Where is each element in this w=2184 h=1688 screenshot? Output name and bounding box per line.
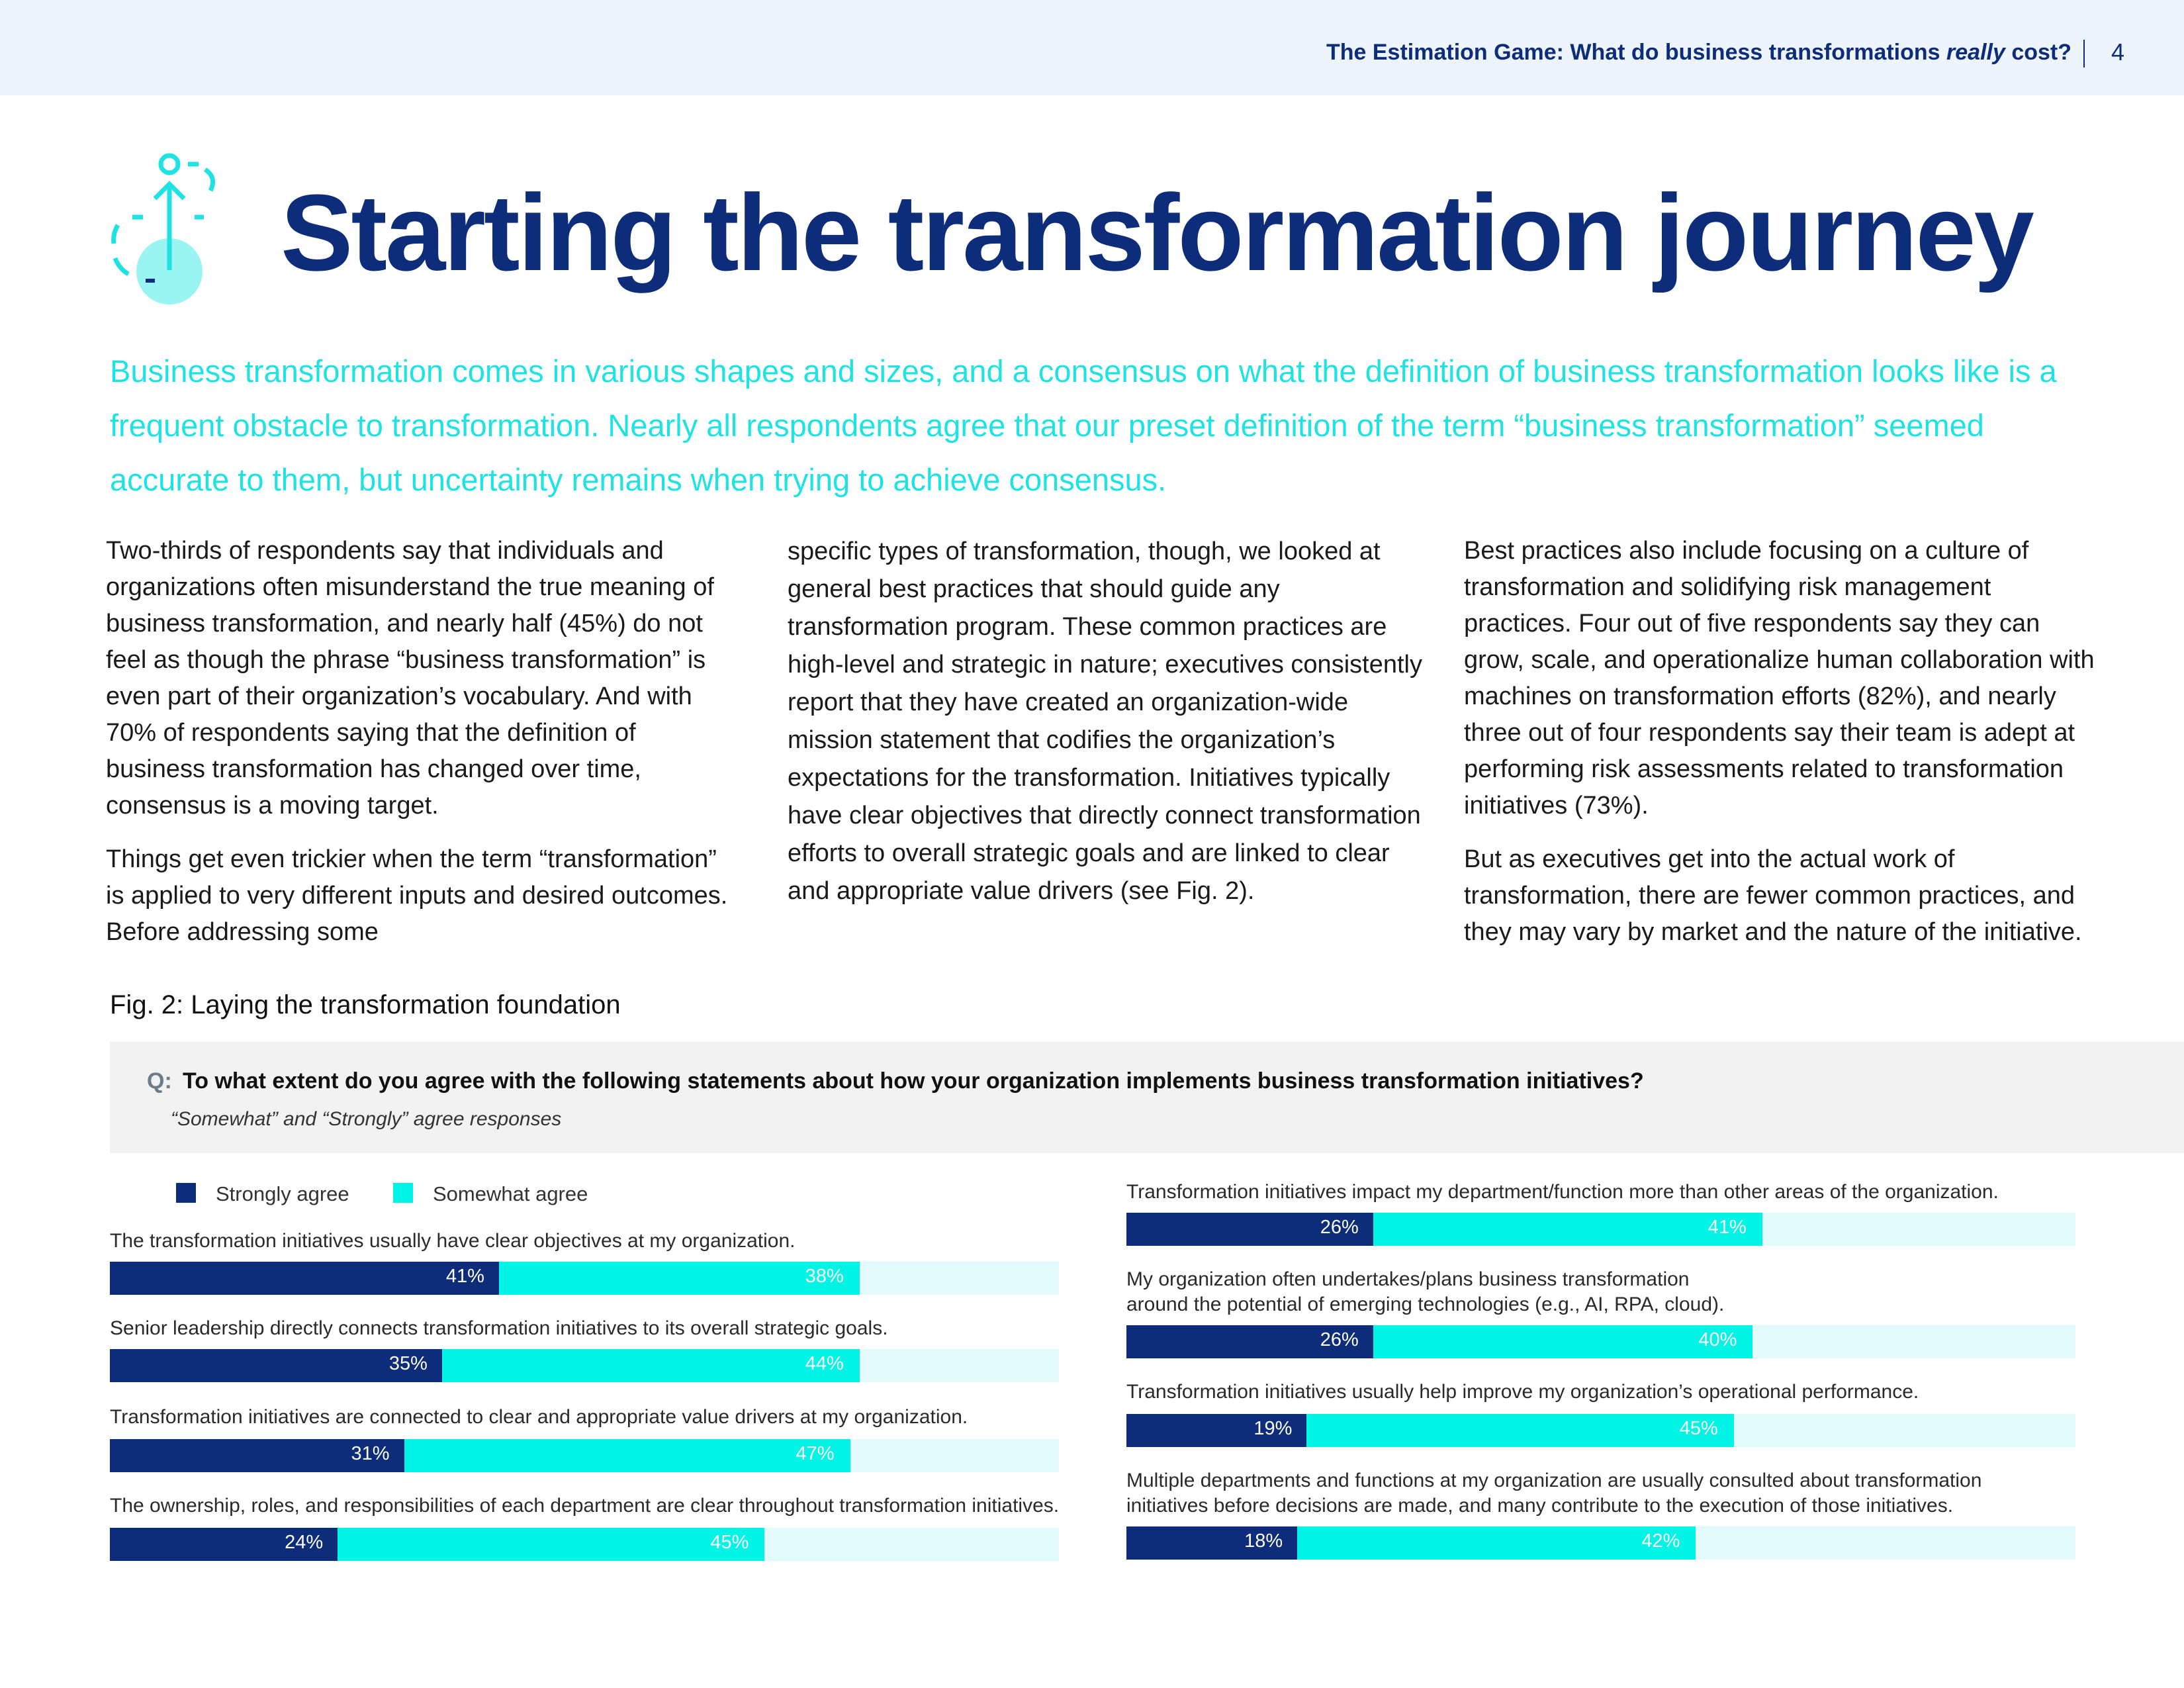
bar-value-label: 40% bbox=[1698, 1329, 1737, 1350]
question-label: Q: bbox=[147, 1068, 172, 1094]
body-paragraph: Things get even trickier when the term “transformation” is applied to very different inputs and desired outcomes. Before addressing some bbox=[106, 845, 728, 946]
bar-value-label: 26% bbox=[1320, 1329, 1359, 1350]
bar-value-label: 35% bbox=[388, 1353, 428, 1374]
growth-arrow-icon bbox=[106, 151, 232, 316]
bar-category-label: The transformation initiatives usually have clear objectives at my organization. bbox=[110, 1230, 796, 1252]
bar-track bbox=[110, 1528, 1059, 1561]
bar-value-label: 41% bbox=[1707, 1217, 1747, 1238]
bar-track bbox=[110, 1349, 1059, 1382]
bar-track bbox=[1126, 1414, 2075, 1447]
bar-value-label: 41% bbox=[445, 1266, 484, 1287]
bar-somewhat-agree bbox=[499, 1262, 860, 1295]
bar-category-label: Senior leadership directly connects transformation initiatives to its overall strategic goals. bbox=[110, 1317, 888, 1339]
bar-category-label: Transformation initiatives are connected to clear and appropriate value drivers at my organization. bbox=[110, 1406, 968, 1428]
bar-strongly-agree bbox=[110, 1349, 442, 1382]
bar-somewhat-agree bbox=[1373, 1213, 1762, 1246]
bar-category-label: Transformation initiatives impact my department/function more than other areas of the organization. bbox=[1126, 1181, 1999, 1203]
bar-strongly-agree bbox=[1126, 1414, 1306, 1447]
report-title: The Estimation Game: What do business transformations really cost? bbox=[1326, 40, 2071, 65]
legend-label-somewhat: Somewhat agree bbox=[433, 1182, 588, 1205]
bar-track bbox=[1126, 1526, 2075, 1560]
bar-track bbox=[110, 1439, 1059, 1472]
body-column-2 bbox=[788, 533, 1423, 927]
page-number: 4 bbox=[2111, 38, 2125, 66]
bar-somewhat-agree bbox=[338, 1528, 764, 1561]
bar-track bbox=[1126, 1325, 2075, 1358]
bar-category-label: My organization often undertakes/plans business transformation around the potential of emerging technologies (e.g., AI, RPA, cloud). bbox=[1126, 1268, 1725, 1315]
bar-value-label: 45% bbox=[1679, 1418, 1718, 1439]
page-title: Starting the transformation journey bbox=[281, 172, 2032, 293]
body-paragraph: Best practices also include focusing on a culture of transformation and solidifying risk management practices. Four out of five respondents say they can grow, scale, and operationalize human collaboration with machines on transformation efforts (82%), and nearly three out of four respondents say their team is adept at performing risk assessments related to transformation initiatives (73%). bbox=[1464, 537, 2095, 820]
bar-strongly-agree bbox=[1126, 1325, 1373, 1358]
legend-label-strongly: Strongly agree bbox=[216, 1182, 349, 1205]
bar-strongly-agree bbox=[110, 1439, 404, 1472]
bar-strongly-agree bbox=[110, 1528, 338, 1561]
bar-value-label: 42% bbox=[1641, 1530, 1680, 1552]
header-divider bbox=[2083, 40, 2085, 68]
bar-somewhat-agree bbox=[1373, 1325, 1753, 1358]
bar-value-label: 47% bbox=[796, 1443, 835, 1464]
bar-value-label: 45% bbox=[710, 1532, 749, 1553]
bar-somewhat-agree bbox=[1306, 1414, 1733, 1447]
bar-value-label: 38% bbox=[805, 1266, 844, 1287]
bar-track bbox=[1126, 1213, 2075, 1246]
question-box bbox=[110, 1042, 2184, 1153]
bar-value-label: 24% bbox=[285, 1532, 324, 1553]
body-column-3 bbox=[1464, 533, 2099, 968]
bar-value-label: 31% bbox=[351, 1443, 390, 1464]
body-paragraph: specific types of transformation, though, we looked at general best practices that should guide any transformation program. These common practices are high-level and strategic in nature; executives consistently report that they have created an organization-wide mission statement that codifies the organization’s expectations for the transformation. Initiatives typically have clear objectives that directly connect transformation efforts to overall strategic goals and are linked to clear and appropriate value drivers (see Fig. 2). bbox=[788, 538, 1422, 905]
body-paragraph: But as executives get into the actual work of transformation, there are fewer common practices, and they may vary by market and the nature of the initiative. bbox=[1464, 845, 2082, 946]
bar-somewhat-agree bbox=[442, 1349, 860, 1382]
bar-somewhat-agree bbox=[1297, 1526, 1696, 1560]
bar-value-label: 19% bbox=[1253, 1418, 1293, 1439]
legend-swatch-somewhat bbox=[393, 1183, 413, 1203]
bar-category-label: Multiple departments and functions at my organization are usually consulted about transformation initiatives before decisions are made, and many contribute to the execution of those initiatives. bbox=[1126, 1470, 1982, 1517]
question-subtitle: “Somewhat” and “Strongly” agree responses bbox=[171, 1108, 562, 1130]
bar-strongly-agree bbox=[1126, 1213, 1373, 1246]
bar-category-label: Transformation initiatives usually help improve my organization’s operational performance. bbox=[1126, 1381, 1919, 1403]
legend-swatch-strongly bbox=[176, 1183, 196, 1203]
bar-category-label: The ownership, roles, and responsibilities of each department are clear throughout transformation initiatives. bbox=[110, 1495, 1060, 1517]
bar-value-label: 18% bbox=[1244, 1530, 1283, 1552]
bar-strongly-agree bbox=[110, 1262, 499, 1295]
bar-somewhat-agree bbox=[404, 1439, 850, 1472]
intro-paragraph: Business transformation comes in various shapes and sizes, and a consensus on what the definition of business transformation looks like is a frequent obstacle to transformation. Nearly all respondents agree that our preset definition of the term “business transformation” seemed accurate to them, but uncertainty remains when trying to achieve consensus. bbox=[110, 353, 2057, 497]
body-column-1 bbox=[106, 533, 741, 968]
figure-title: Fig. 2: Laying the transformation foundation bbox=[110, 990, 621, 1019]
body-paragraph: Two-thirds of respondents say that individuals and organizations often misunderstand the true meaning of business transformation, and nearly half (45%) do not feel as though the phrase “business transformation” is even part of their organization’s vocabulary. And with 70% of respondents saying that the definition of business transformation has changed over time, consensus is a moving target. bbox=[106, 537, 714, 820]
bar-value-label: 44% bbox=[805, 1353, 844, 1374]
bar-strongly-agree bbox=[1126, 1526, 1297, 1560]
question-text: To what extent do you agree with the following statements about how your organization implements business transformation initiatives? bbox=[183, 1068, 1644, 1094]
bar-value-label: 26% bbox=[1320, 1217, 1359, 1238]
bar-track bbox=[110, 1262, 1059, 1295]
